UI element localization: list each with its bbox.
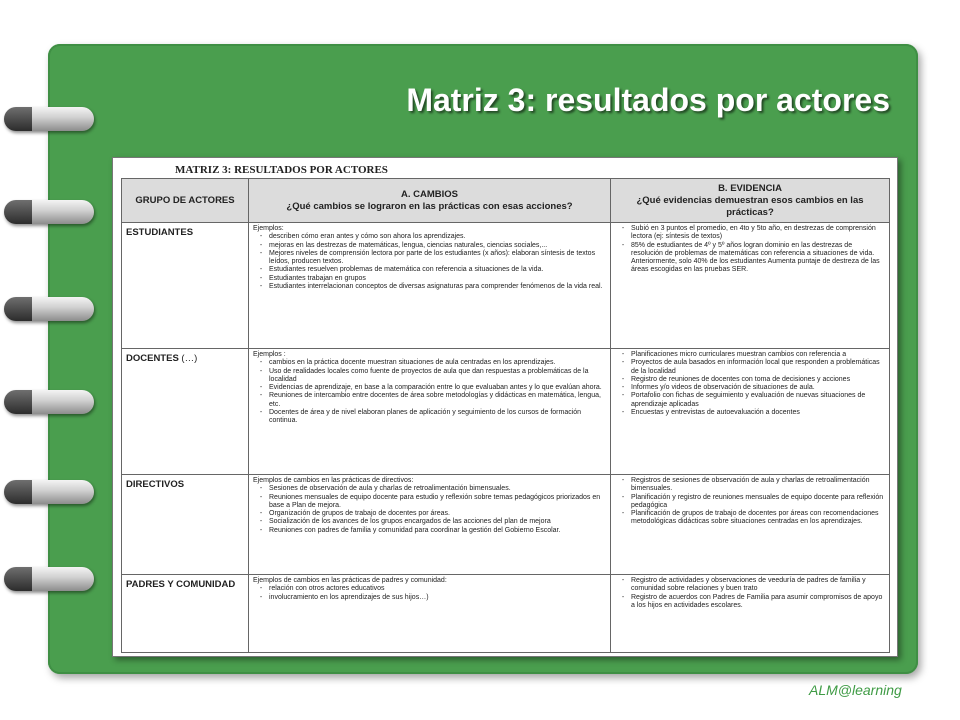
dash-bullet-icon: -: [259, 274, 263, 282]
list-item: [615, 376, 885, 384]
list-item: [615, 594, 885, 611]
dash-bullet-icon: -: [259, 384, 263, 392]
list-item-text: Reuniones con padres de familia y comunidad para coordinar la gestión del Gobierno Escolar.: [269, 526, 561, 534]
actor-cell: [122, 575, 249, 653]
dash-bullet-icon: -: [621, 359, 625, 367]
dash-bullet-icon: -: [259, 241, 263, 249]
dash-bullet-icon: -: [621, 392, 625, 400]
list-item-text: Proyectos de aula basados en información local que responden a problemáticas de la localidad: [631, 359, 880, 375]
list-item: [253, 275, 606, 283]
dash-bullet-icon: -: [259, 493, 263, 501]
list-item: [615, 384, 885, 392]
list-item-text: Uso de realidades locales como fuente de proyectos de aula que dan respuestas a problemáticas de la localidad: [269, 367, 589, 383]
list-item-text: Reuniones mensuales de equipo docente para estudio y reflexión sobre temas pedagógicos priorizados en base a Plan de mejora.: [269, 493, 601, 509]
dash-bullet-icon: -: [259, 283, 263, 291]
cambios-cell: [249, 475, 611, 575]
dash-bullet-icon: -: [259, 249, 263, 257]
cambios-cell: [249, 349, 611, 475]
list-item: [253, 283, 606, 291]
binder-ring-icon: [4, 297, 94, 321]
list-item-text: cambios en la práctica docente muestran situaciones de aula centradas en los aprendizajes.: [269, 359, 556, 367]
dash-bullet-icon: -: [259, 593, 263, 601]
list-item-text: Registro de reuniones de docentes con toma de decisiones y acciones: [631, 375, 851, 383]
binder-ring-icon: [4, 200, 94, 224]
list-item-text: Reuniones de intercambio entre docentes de área sobre metodologías y didácticas en matemática, lengua, etc.: [269, 392, 601, 408]
dash-bullet-icon: -: [259, 526, 263, 534]
dash-bullet-icon: -: [621, 577, 625, 584]
dash-bullet-icon: -: [259, 359, 263, 367]
results-matrix-table: [121, 178, 890, 653]
list-item-text: Planificación de grupos de trabajo de docentes por áreas con recomendaciones metodológicas didácticas sobre situaciones centradas en los aprendizajes.: [631, 510, 879, 526]
cambios-cell: [249, 223, 611, 349]
list-item: [253, 518, 606, 526]
list-item-text: Planificaciones micro curriculares muestran cambios con referencia a: [631, 351, 847, 358]
list-item: [253, 359, 606, 367]
actor-label: PADRES Y COMUNIDAD: [126, 579, 236, 590]
list-item: [253, 527, 606, 535]
examples-intro: Ejemplos :: [253, 351, 286, 358]
binder-ring-icon: [4, 107, 94, 131]
cambios-cell: [249, 575, 611, 653]
list-item-text: Registro de actividades y observaciones de veeduría de padres de familia y comunidad sobre relaciones y buen trato: [631, 577, 866, 593]
dash-bullet-icon: -: [621, 384, 625, 392]
list-item-text: Subió en 3 puntos el promedio, en 4to y 5to año, en destrezas de comprensión lectora (ej: síntesis de textos): [631, 225, 876, 241]
evidencia-cell: [611, 575, 890, 653]
examples-intro: Ejemplos de cambios en las prácticas de padres y comunidad:: [253, 577, 447, 584]
list-item-text: Organización de grupos de trabajo de docentes por áreas.: [269, 510, 450, 518]
list-item-text: involucramiento en los aprendizajes de sus hijos…): [269, 593, 429, 601]
actor-cell: [122, 475, 249, 575]
list-item: [253, 392, 606, 409]
list-item: [253, 510, 606, 518]
actor-cell: [122, 349, 249, 475]
dash-bullet-icon: -: [621, 241, 625, 249]
header-evidencia: B. EVIDENCIA ¿Qué evidencias demuestran esos cambios en las prácticas?: [611, 179, 890, 223]
list-item: [253, 594, 606, 602]
dash-bullet-icon: -: [621, 593, 625, 601]
evidencia-cell: [611, 223, 890, 349]
header-grupo-actores: GRUPO DE ACTORES: [122, 179, 249, 223]
list-item: [253, 368, 606, 385]
binder-ring-icon: [4, 390, 94, 414]
matrix-document: [112, 157, 898, 657]
table-row: [122, 223, 890, 349]
actor-label: ESTUDIANTES: [126, 227, 194, 238]
list-item: [615, 577, 885, 594]
dash-bullet-icon: -: [259, 585, 263, 593]
list-item: [615, 242, 885, 275]
dash-bullet-icon: -: [621, 493, 625, 501]
table-row: [122, 349, 890, 475]
list-item-text: Registros de sesiones de observación de aula y charlas de retroalimentación bimensuales.: [631, 477, 870, 493]
actor-suffix: (…): [178, 353, 198, 364]
dash-bullet-icon: -: [621, 510, 625, 518]
table-row: [122, 475, 890, 575]
dash-bullet-icon: -: [259, 510, 263, 518]
list-item-text: Estudiantes interrelacionan conceptos de diversas asignaturas para comprender fenómenos de la vida real.: [269, 283, 603, 291]
dash-bullet-icon: -: [259, 392, 263, 400]
document-title: MATRIZ 3: RESULTADOS POR ACTORES: [175, 164, 388, 176]
list-item: [253, 250, 606, 267]
examples-intro: Ejemplos:: [253, 225, 284, 232]
list-item-text: Estudiantes resuelven problemas de matemática con referencia a situaciones de la vida.: [269, 266, 544, 274]
dash-bullet-icon: -: [259, 409, 263, 417]
list-item-text: Socialización de los avances de los grupos encargados de las acciones del plan de mejora: [269, 518, 551, 526]
actor-cell: [122, 223, 249, 349]
list-item: [253, 585, 606, 593]
list-item: [253, 233, 606, 241]
list-item-text: relación con otros actores educativos: [269, 585, 385, 593]
list-item: [253, 485, 606, 493]
dash-bullet-icon: -: [259, 518, 263, 526]
dash-bullet-icon: -: [259, 233, 263, 241]
dash-bullet-icon: -: [259, 266, 263, 274]
dash-bullet-icon: -: [621, 409, 625, 417]
binder-ring-icon: [4, 567, 94, 591]
table-row: [122, 575, 890, 653]
list-item: [615, 510, 885, 527]
list-item: [615, 409, 885, 417]
dash-bullet-icon: -: [621, 351, 625, 358]
brand-logo-text: ALM@learning: [809, 682, 902, 698]
binder-ring-icon: [4, 480, 94, 504]
list-item-text: Informes y/o videos de observación de situaciones de aula.: [631, 384, 815, 392]
dash-bullet-icon: -: [621, 225, 625, 232]
actor-label: DOCENTES: [126, 353, 179, 364]
list-item: [253, 494, 606, 511]
slide-title: Matriz 3: resultados por actores: [406, 82, 890, 118]
list-item-text: Portafolio con fichas de seguimiento y evaluación de nuevas situaciones de aprendizaje aplicadas: [631, 392, 866, 408]
list-item-text: Docentes de área y de nivel elaboran planes de aplicación y seguimiento de los cursos de formación continua.: [269, 409, 582, 425]
list-item-text: Evidencias de aprendizaje, en base a la comparación entre lo que evaluaban antes y lo que evalúan ahora.: [269, 384, 602, 392]
list-item: [253, 242, 606, 250]
evidencia-cell: [611, 349, 890, 475]
list-item: [253, 266, 606, 274]
list-item: [615, 477, 885, 494]
list-item: [615, 351, 885, 359]
table-header-row: [122, 179, 890, 223]
list-item: [615, 392, 885, 409]
list-item: [253, 409, 606, 426]
dash-bullet-icon: -: [621, 375, 625, 383]
list-item-text: Planificación y registro de reuniones mensuales de equipo docente para reflexión pedagógica: [631, 493, 884, 509]
list-item-text: Mejores niveles de comprensión lectora por parte de los estudiantes (x años): elaboran síntesis de textos leídos, producen textos.: [269, 249, 596, 266]
dash-bullet-icon: -: [621, 477, 625, 484]
list-item-text: 85% de estudiantes de 4º y 5º años logran dominio en las destrezas de resolución de problemas de matemáticas con referencia a situaciones de vida. Anteriormente, solo 40% de los estudiantes Aumenta puntaje de destreza de las áreas escogidas en las pruebas SER.: [631, 241, 880, 274]
list-item-text: Registro de acuerdos con Padres de Familia para asumir compromisos de apoyo a los hijos en actividades escolares.: [631, 593, 883, 609]
list-item: [615, 359, 885, 376]
dash-bullet-icon: -: [259, 367, 263, 375]
list-item-text: Sesiones de observación de aula y charlas de retroalimentación bimensuales.: [269, 485, 511, 493]
actor-label: DIRECTIVOS: [126, 479, 185, 490]
list-item-text: describen cómo eran antes y cómo son ahora los aprendizajes.: [269, 233, 466, 241]
list-item-text: Encuestas y entrevistas de autoevaluación a docentes: [631, 409, 800, 417]
dash-bullet-icon: -: [259, 485, 263, 493]
list-item-text: mejoras en las destrezas de matemáticas, lengua, ciencias naturales, ciencias sociales,...: [269, 241, 548, 249]
header-cambios: A. CAMBIOS ¿Qué cambios se lograron en las prácticas con esas acciones?: [249, 179, 611, 223]
list-item: [615, 225, 885, 242]
list-item: [615, 494, 885, 511]
list-item-text: Estudiantes trabajan en grupos: [269, 274, 366, 282]
list-item: [253, 384, 606, 392]
evidencia-cell: [611, 475, 890, 575]
examples-intro: Ejemplos de cambios en las prácticas de directivos:: [253, 477, 414, 484]
